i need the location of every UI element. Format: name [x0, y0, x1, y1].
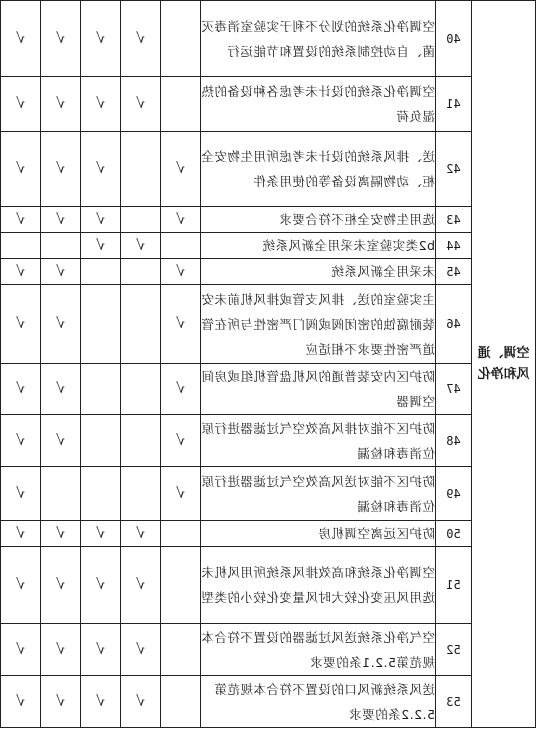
check-cell: √ [1, 207, 41, 233]
check-cell: √ [81, 521, 121, 547]
check-cell: √ [81, 547, 121, 624]
check-cell [81, 364, 121, 415]
check-cell: √ [81, 676, 121, 728]
check-cell: √ [1, 132, 41, 207]
check-cell: √ [1, 415, 41, 467]
table-row [1, 259, 536, 285]
check-cell [81, 415, 121, 467]
check-cell: √ [1, 547, 41, 624]
check-cell [121, 364, 161, 415]
check-cell: √ [161, 259, 201, 285]
item-description: 未采用全新风系统 [201, 259, 436, 285]
item-number: 48 [436, 415, 472, 467]
item-description: 空气净化系统送风过滤器的设置不符合本规范第5.2.1条的要求 [201, 624, 436, 676]
item-description: 选用生物安全柜不符合要求 [201, 207, 436, 233]
item-number: 43 [436, 207, 472, 233]
check-cell: √ [81, 233, 121, 259]
check-cell [161, 1, 201, 77]
item-description: 防护区内安装普通的风机盘管机组或房间空调器 [201, 364, 436, 415]
check-cell: √ [41, 547, 81, 624]
check-cell: √ [121, 521, 161, 547]
check-cell: √ [41, 132, 81, 207]
check-cell: √ [1, 521, 41, 547]
item-number: 46 [436, 285, 472, 364]
check-cell: √ [121, 1, 161, 77]
check-cell: √ [1, 467, 41, 521]
check-cell: √ [41, 676, 81, 728]
check-cell [161, 676, 201, 728]
item-description: 防护区远离空调机房 [201, 521, 436, 547]
item-number: 45 [436, 259, 472, 285]
check-cell: √ [161, 467, 201, 521]
check-cell: √ [81, 207, 121, 233]
check-cell [161, 77, 201, 132]
table-row [1, 521, 536, 547]
item-number: 51 [436, 547, 472, 624]
check-cell: √ [161, 207, 201, 233]
table-row [1, 77, 536, 132]
check-cell: √ [41, 259, 81, 285]
check-cell: √ [1, 259, 41, 285]
table-row [1, 676, 536, 728]
item-number: 40 [436, 1, 472, 77]
check-cell: √ [41, 364, 81, 415]
check-cell [161, 521, 201, 547]
table-row [1, 547, 536, 624]
check-cell: √ [121, 233, 161, 259]
item-number: 50 [436, 521, 472, 547]
check-cell [41, 467, 81, 521]
check-cell: √ [1, 676, 41, 728]
item-description: 空调净化系统和高效排风系统所用风机未选用风压变化较大时风量变化较小的类型 [201, 547, 436, 624]
check-cell: √ [41, 207, 81, 233]
check-cell: √ [121, 676, 161, 728]
check-cell [121, 132, 161, 207]
check-cell: √ [41, 1, 81, 77]
item-description: 主实验室的送、排风支管或排风机前未安装耐腐蚀的密闭阀或阀门严密性与所在管道严密性要求不相适应 [201, 285, 436, 364]
check-cell: √ [161, 364, 201, 415]
table-row [1, 1, 536, 77]
check-cell: √ [81, 1, 121, 77]
check-cell: √ [1, 1, 41, 77]
item-description: 空调净化系统的设计未考虑各种设备的热湿负荷 [201, 77, 436, 132]
check-cell: √ [1, 77, 41, 132]
table-row [1, 233, 536, 259]
item-description: 空调净化系统的划分不利于实验室消毒灭菌、自动控制系统的设置和节能运行 [201, 1, 436, 77]
check-cell [81, 259, 121, 285]
table-row [1, 467, 536, 521]
check-cell [121, 467, 161, 521]
check-cell [1, 233, 41, 259]
check-cell: √ [41, 285, 81, 364]
check-cell: √ [161, 415, 201, 467]
table-row [1, 132, 536, 207]
item-description: 防护区不能对排风高效空气过滤器进行原位消毒和检漏 [201, 415, 436, 467]
check-cell: √ [41, 77, 81, 132]
check-cell [121, 259, 161, 285]
table-row [1, 364, 536, 415]
item-number: 47 [436, 364, 472, 415]
item-description: 送风系统新风口的设置不符合本规范第5.2.2条的要求 [201, 676, 436, 728]
table-row [1, 415, 536, 467]
check-cell: √ [1, 624, 41, 676]
check-cell: √ [1, 285, 41, 364]
check-cell [121, 285, 161, 364]
check-cell: √ [81, 624, 121, 676]
check-cell [121, 415, 161, 467]
check-cell [41, 233, 81, 259]
check-cell [121, 207, 161, 233]
check-cell: √ [161, 132, 201, 207]
check-cell: √ [121, 77, 161, 132]
item-description: 防护区不能对送风高效空气过滤器进行原位消毒和检漏 [201, 467, 436, 521]
item-number: 42 [436, 132, 472, 207]
check-cell: √ [121, 624, 161, 676]
check-cell: √ [161, 285, 201, 364]
item-number: 41 [436, 77, 472, 132]
check-cell: √ [41, 415, 81, 467]
item-description: 送、排风系统的设计未考虑所用生物安全柜、动物隔离设备等的使用条件 [201, 132, 436, 207]
item-number: 53 [436, 676, 472, 728]
check-cell [161, 547, 201, 624]
table-row [1, 624, 536, 676]
table-row [1, 285, 536, 364]
check-cell: √ [1, 364, 41, 415]
category-cell: 空调、通风和净化 [472, 1, 536, 728]
check-cell [81, 467, 121, 521]
item-number: 52 [436, 624, 472, 676]
check-cell: √ [41, 521, 81, 547]
check-cell [161, 233, 201, 259]
check-cell: √ [121, 547, 161, 624]
check-cell [161, 624, 201, 676]
table-row [1, 207, 536, 233]
item-number: 49 [436, 467, 472, 521]
item-number: 44 [436, 233, 472, 259]
check-cell: √ [81, 132, 121, 207]
check-cell: √ [41, 624, 81, 676]
check-cell: √ [81, 77, 121, 132]
item-description: b2类实验室未采用全新风系统 [201, 233, 436, 259]
check-cell [81, 285, 121, 364]
